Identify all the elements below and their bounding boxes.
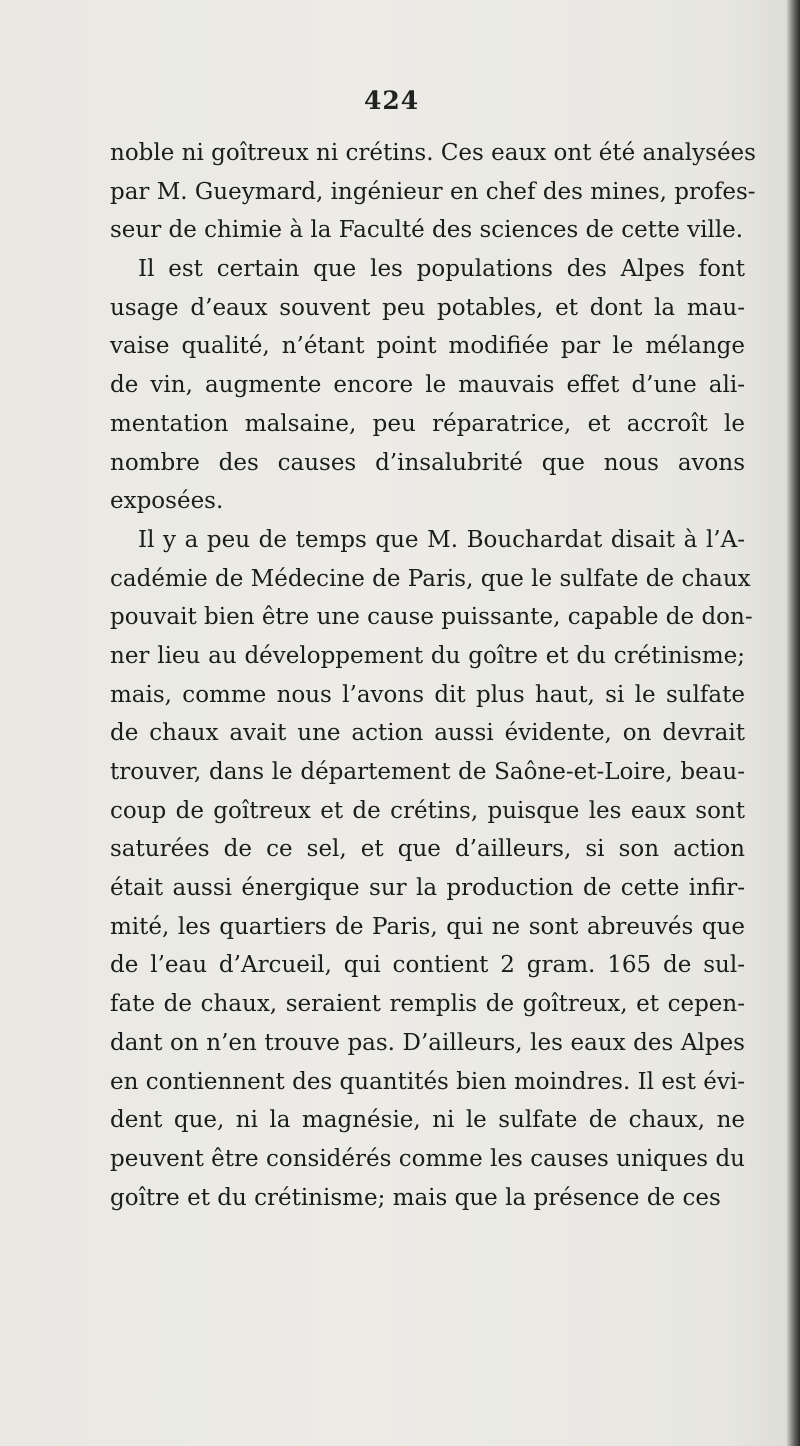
text-line: saturées de ce sel, et que d’ailleurs, si son action <box>110 836 745 863</box>
text-line: ner lieu au développement du goître et du crétinisme; <box>110 642 745 669</box>
page-edge-shadow <box>786 0 800 1446</box>
text-line: nombre des causes d’insalubrité que nous avons <box>110 449 745 476</box>
body-text <box>110 134 756 1217</box>
text-line: peuvent être considérés comme les causes uniques du <box>110 1145 745 1172</box>
text-line: seur de chimie à la Faculté des sciences de cette ville. <box>110 217 744 244</box>
text-line: de chaux avait une action aussi évidente, on devrait <box>110 720 745 747</box>
text-line: mentation malsaine, peu réparatrice, et accroît le <box>110 410 745 437</box>
text-line: exposées. <box>110 488 224 515</box>
text-line: en contiennent des quantités bien moindres. Il est évi- <box>110 1068 746 1095</box>
text-line: par M. Gueymard, ingénieur en chef des mines, profes- <box>110 178 756 205</box>
text-line: trouver, dans le département de Saône-et-Loire, beau- <box>110 759 745 785</box>
text-line: dent que, ni la magnésie, ni le sulfate de chaux, ne <box>110 1107 745 1134</box>
text-line: dant on n’en trouve pas. D’ailleurs, les eaux des Alpes <box>110 1029 745 1056</box>
text-line: Il est certain que les populations des Alpes font <box>138 256 745 283</box>
text-line: coup de goîtreux et de crétins, puisque les eaux sont <box>110 797 745 824</box>
text-line: mité, les quartiers de Paris, qui ne sont abreuvés que <box>110 913 745 940</box>
text-line: était aussi énergique sur la production de cette infir- <box>110 875 745 902</box>
text-line: usage d’eaux souvent peu potables, et dont la mau- <box>110 294 745 321</box>
text-line: mais, comme nous l’avons dit plus haut, si le sulfate <box>110 681 745 708</box>
text-line: Il y a peu de temps que M. Bouchardat disait à l’A- <box>138 526 745 553</box>
text-line: noble ni goîtreux ni crétins. Ces eaux ont été analysées <box>110 140 756 166</box>
text-line: de l’eau d’Arcueil, qui contient 2 gram. 165 de sul- <box>110 952 745 979</box>
text-line: fate de chaux, seraient remplis de goîtreux, et cepen- <box>110 991 745 1018</box>
page-number: 424 <box>364 86 420 115</box>
text-line: pouvait bien être une cause puissante, capable de don- <box>110 604 753 631</box>
text-line: vaise qualité, n’étant point modifiée par le mélange <box>110 333 745 360</box>
text-line: de vin, augmente encore le mauvais effet d’une ali- <box>110 372 745 399</box>
text-line: cadémie de Médecine de Paris, que le sulfate de chaux <box>110 565 751 592</box>
text-line: goître et du crétinisme; mais que la présence de ces <box>110 1184 721 1211</box>
